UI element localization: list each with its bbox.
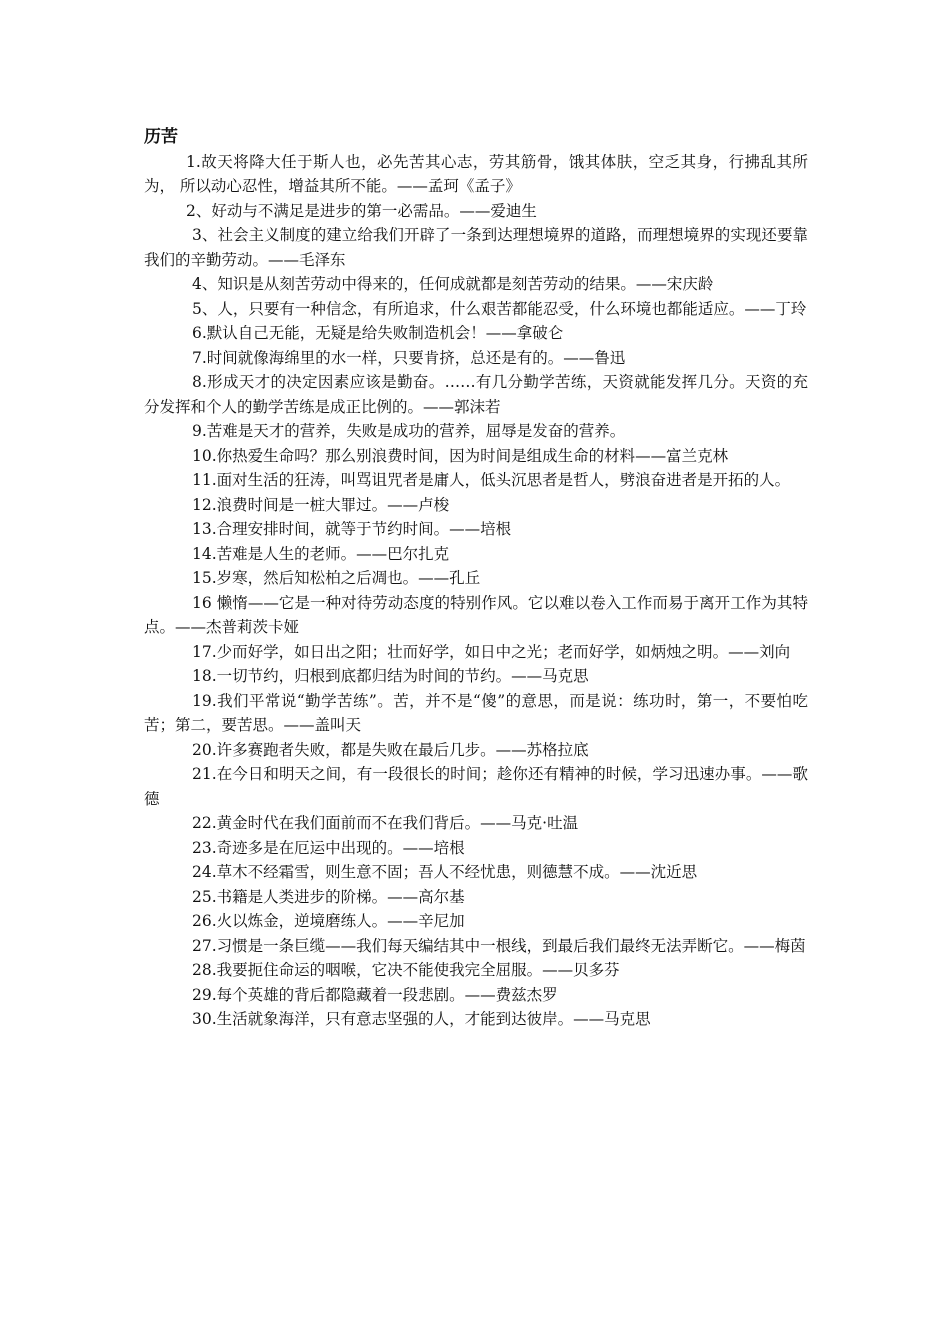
quote-paragraph: 28.我要扼住命运的咽喉，它决不能使我完全屈服。——贝多芬 xyxy=(192,961,620,979)
quote-paragraph: 1.故天将降大任于斯人也，必先苦其心志，劳其筋骨，饿其体肤，空乏其身，行拂乱其所 为， 所以动心忍性，增益其所不能。——孟珂《孟子》 xyxy=(144,152,808,195)
quote-paragraph: 21.在今日和明天之间，有一段很长的时间；趁你还有精神的时候，学习迅速办事。——歌德 xyxy=(144,765,808,808)
quote-paragraph: 4、知识是从刻苦劳动中得来的，任何成就都是刻苦劳动的结果。——宋庆龄 xyxy=(192,275,714,293)
quote-paragraph: 7.时间就像海绵里的水一样，只要肯挤，总还是有的。——鲁迅 xyxy=(192,348,626,367)
quote-paragraph: 8.形成天才的决定因素应该是勤奋。……有几分勤学苦练，天资就能发挥几分。天资的充分发挥和个人的勤学苦练是成正比例的。——郭沫若 xyxy=(144,373,808,416)
quote-paragraph: 29.每个英雄的背后都隐藏着一段悲剧。——费兹杰罗 xyxy=(192,985,558,1004)
document-body xyxy=(144,125,808,1032)
quote-paragraph: 17.少而好学，如日出之阳；壮而好学，如日中之光；老而好学，如炳烛之明。——刘向 xyxy=(192,642,791,661)
quote-paragraph: 20.许多赛跑者失败，都是失败在最后几步。——苏格拉底 xyxy=(192,740,589,759)
quote-paragraph: 23.奇迹多是在厄运中出现的。——培根 xyxy=(192,838,465,857)
quote-paragraph: 16 懒惰——它是一种对待劳动态度的特别作风。它以难以卷入工作而易于离开工作为其特 点。——杰普莉茨卡娅 xyxy=(144,593,808,636)
quote-paragraph: 26.火以炼金，逆境磨练人。——辛尼加 xyxy=(192,912,465,930)
quote-paragraph: 24.草木不经霜雪，则生意不固；吾人不经忧患，则德慧不成。——沈近思 xyxy=(192,863,698,881)
quote-paragraph: 14.苦难是人生的老师。——巴尔扎克 xyxy=(192,544,450,563)
quote-paragraph: 15.岁寒，然后知松柏之后凋也。——孔丘 xyxy=(192,569,481,587)
quote-paragraph: 13.合理安排时间，就等于节约时间。——培根 xyxy=(192,520,512,538)
quote-paragraph: 30.生活就象海洋，只有意志坚强的人，才能到达彼岸。——马克思 xyxy=(192,1010,651,1028)
quote-paragraph: 10.你热爱生命吗？那么别浪费时间，因为时间是组成生命的材料——富兰克林 xyxy=(192,446,729,465)
quote-paragraph: 2、好动与不满足是进步的第一必需品。——爱迪生 xyxy=(186,201,537,220)
quote-paragraph: 5、人，只要有一种信念，有所追求，什么艰苦都能忍受，什么环境也都能适应。——丁玲 xyxy=(192,299,807,318)
quote-paragraph: 19.我们平常说“勤学苦练”。苦，并不是“傻”的意思，而是说：练功时，第一，不要怕吃苦；第二，要苦思。——盖叫天 xyxy=(144,691,808,734)
quote-paragraph: 22.黄金时代在我们面前而不在我们背后。——马克·吐温 xyxy=(192,814,579,832)
quote-paragraph: 12.浪费时间是一桩大罪过。——卢梭 xyxy=(192,495,450,514)
quote-paragraph: 27.习惯是一条巨缆——我们每天编结其中一根线，到最后我们最终无法弄断它。——梅茵 xyxy=(192,936,806,955)
quote-paragraph: 3、社会主义制度的建立给我们开辟了一条到达理想境界的道路，而理想境界的实现还要靠我们的辛勤劳动。——毛泽东 xyxy=(144,226,808,269)
quote-paragraph: 6.默认自己无能，无疑是给失败制造机会！——拿破仑 xyxy=(192,324,564,342)
document-title: 历苦 xyxy=(144,127,178,147)
quote-paragraph: 11.面对生活的狂涛，叫骂诅咒者是庸人，低头沉思者是哲人，劈浪奋进者是开拓的人。 xyxy=(192,471,791,489)
quote-paragraph: 18.一切节约，归根到底都归结为时间的节约。——马克思 xyxy=(192,667,589,685)
quote-paragraph: 25.书籍是人类进步的阶梯。——高尔基 xyxy=(192,887,465,906)
quote-paragraph: 9.苦难是天才的营养，失败是成功的营养，屈辱是发奋的营养。 xyxy=(192,422,626,440)
